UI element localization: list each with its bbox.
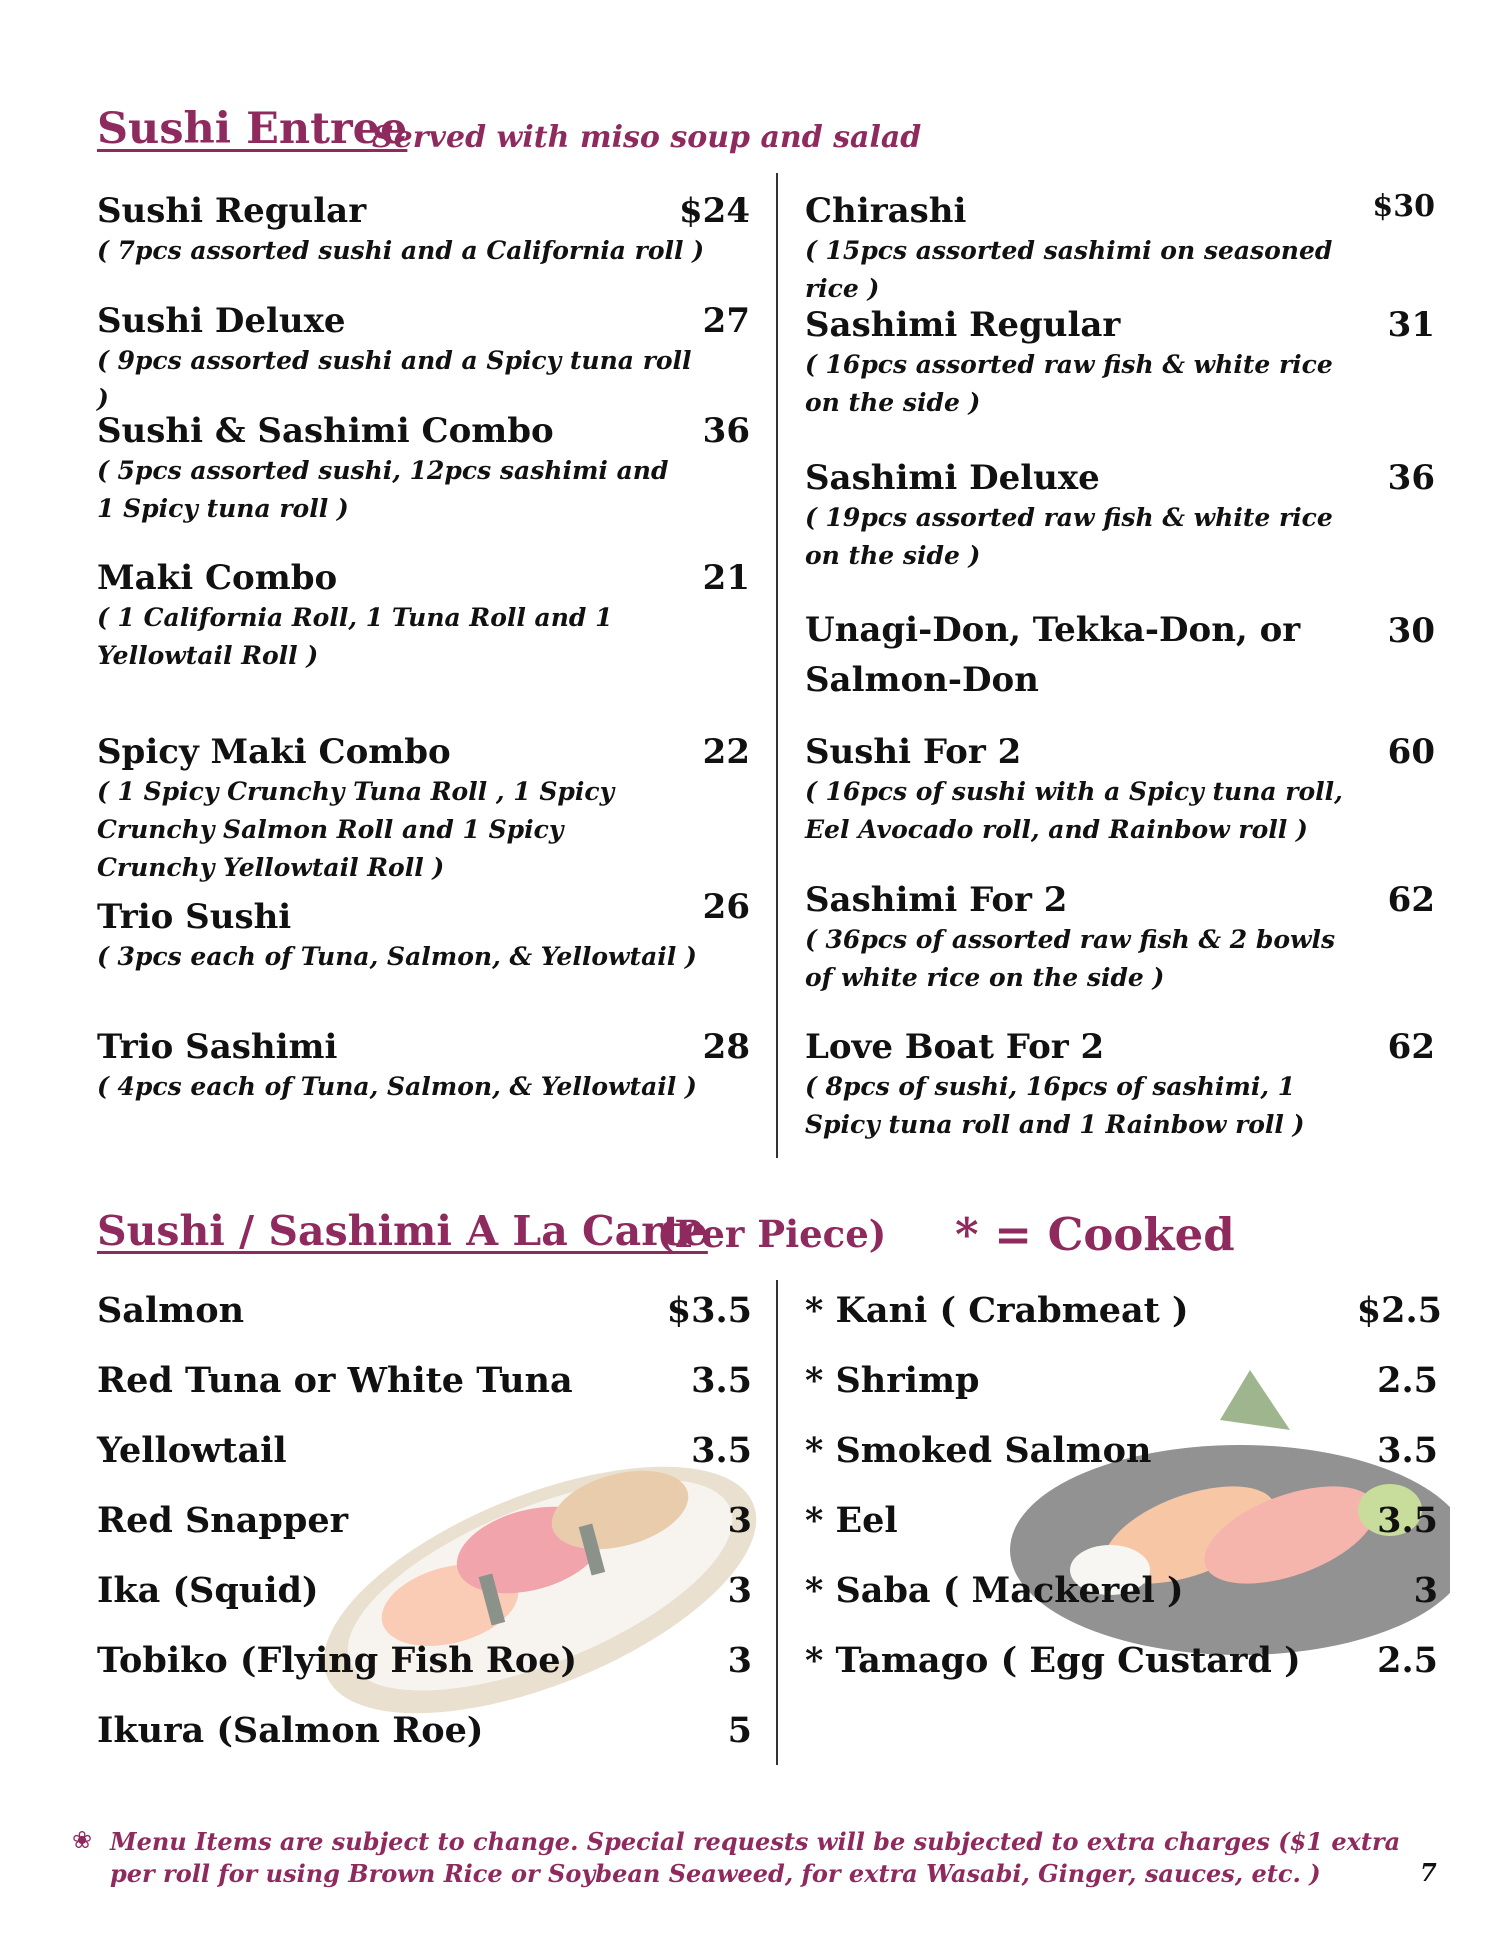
item-desc: ( 4pcs each of Tuna, Salmon, & Yellowtail ) [97,1072,697,1101]
alacarte-item-name: Red Snapper [97,1500,349,1541]
item-name: Sushi Regular [97,191,367,231]
alacarte-item-name: * Kani ( Crabmeat ) [805,1290,1189,1331]
sushi-entree-subtitle: Served with miso soup and salad [372,120,922,155]
alacarte-item-name: * Smoked Salmon [805,1430,1152,1471]
item-price: 22 [702,732,750,772]
item-desc: ( 7pcs assorted sushi and a California roll ) [97,236,705,265]
item-price: 60 [1387,732,1435,772]
item-price: 36 [1387,458,1435,498]
item-price: 26 [702,887,750,927]
alacarte-item-price: 3 [727,1640,752,1681]
item-desc: ( 8pcs of sushi, 16pcs of sashimi, 1 Spicy tuna roll and 1 Rainbow roll ) [805,1072,1305,1139]
alacarte-title: Sushi / Sashimi A La Carte [97,1207,708,1255]
alacarte-item-price: $3.5 [666,1290,752,1331]
entree-column-divider [776,173,778,1158]
item-desc: ( 1 Spicy Crunchy Tuna Roll , 1 Spicy Crunchy Salmon Roll and 1 Spicy Crunchy Yellowtail Roll ) [97,777,615,882]
item-price: 36 [702,411,750,451]
alacarte-item-price: $2.5 [1356,1290,1442,1331]
cooked-legend: * = Cooked [955,1208,1235,1261]
alacarte-column-divider [776,1280,778,1765]
alacarte-item-price: 3 [727,1500,752,1541]
item-name: Maki Combo [97,558,338,598]
item-desc: ( 16pcs of sushi with a Spicy tuna roll, Eel Avocado roll, and Rainbow roll ) [805,777,1343,844]
alacarte-item-name: * Tamago ( Egg Custard ) [805,1640,1301,1681]
alacarte-item-name: * Saba ( Mackerel ) [805,1570,1184,1611]
item-name: Sashimi Regular [805,305,1121,345]
item-name: Sashimi Deluxe [805,458,1100,498]
entree-item [805,186,1365,308]
item-price: 30 [1387,611,1435,651]
alacarte-item-name: Ika (Squid) [97,1570,319,1611]
entree-item [97,553,617,675]
alacarte-item-price: 3.5 [691,1360,752,1401]
item-desc: ( 36pcs of assorted raw fish & 2 bowls of white rice on the side ) [805,925,1336,992]
entree-item [805,1022,1365,1144]
item-desc: ( 9pcs assorted sushi and a Spicy tuna roll ) [97,346,692,413]
item-price: $24 [679,191,750,231]
alacarte-item-price: 3.5 [1377,1430,1438,1471]
per-piece-label: (Per Piece) [657,1212,887,1256]
item-price: 31 [1387,305,1435,345]
item-desc: ( 3pcs each of Tuna, Salmon, & Yellowtail ) [97,942,697,971]
item-price: 27 [702,301,750,341]
item-name: Chirashi [805,191,967,231]
entree-item [97,1022,717,1106]
entree-item [97,186,707,270]
alacarte-item-price: 2.5 [1377,1360,1438,1401]
item-price: 62 [1387,880,1435,920]
item-name: Sushi & Sashimi Combo [97,411,554,451]
item-price: $30 [1372,189,1435,224]
item-price: 62 [1387,1027,1435,1067]
sushi-entree-title: Sushi Entree [97,104,408,154]
alacarte-item-name: Yellowtail [97,1430,287,1471]
page-number: 7 [1420,1858,1437,1887]
item-desc: ( 15pcs assorted sashimi on seasoned rice ) [805,236,1333,303]
item-price: 21 [702,558,750,598]
alacarte-item-price: 3 [1413,1570,1438,1611]
alacarte-item-name: Salmon [97,1290,245,1331]
entree-item [97,892,717,976]
alacarte-item-name: * Shrimp [805,1360,980,1401]
item-name: Sushi Deluxe [97,301,346,341]
alacarte-item-price: 2.5 [1377,1640,1438,1681]
item-desc: ( 19pcs assorted raw fish & white rice on the side ) [805,503,1333,570]
item-price: 28 [702,1027,750,1067]
item-name: Trio Sushi [97,897,292,937]
flower-icon: ❀ [72,1826,93,1854]
item-desc: ( 16pcs assorted raw fish & white rice on the side ) [805,350,1333,417]
item-name: Unagi-Don, Tekka-Don, or Salmon-Don [805,610,1301,700]
entree-item [805,605,1305,705]
entree-item [805,300,1345,422]
item-desc: ( 5pcs assorted sushi, 12pcs sashimi and 1 Spicy tuna roll ) [97,456,669,523]
item-name: Trio Sashimi [97,1027,338,1067]
alacarte-item-price: 3.5 [691,1430,752,1471]
entree-item [97,406,687,528]
entree-item [805,875,1365,997]
entree-item [97,296,707,418]
item-name: Love Boat For 2 [805,1027,1105,1067]
entree-item [97,727,687,887]
alacarte-item-name: * Eel [805,1500,898,1541]
alacarte-item-price: 3 [727,1570,752,1611]
item-desc: ( 1 California Roll, 1 Tuna Roll and 1 Yellowtail Roll ) [97,603,613,670]
entree-item [805,727,1365,849]
alacarte-item-price: 5 [727,1710,752,1751]
item-name: Spicy Maki Combo [97,732,451,772]
alacarte-item-name: Tobiko (Flying Fish Roe) [97,1640,578,1681]
alacarte-item-name: Ikura (Salmon Roe) [97,1710,484,1751]
alacarte-item-price: 3.5 [1377,1500,1438,1541]
item-name: Sashimi For 2 [805,880,1068,920]
entree-item [805,453,1345,575]
alacarte-item-name: Red Tuna or White Tuna [97,1360,573,1401]
item-name: Sushi For 2 [805,732,1022,772]
footer-note: Menu Items are subject to change. Special requests will be subjected to extra charges ($1 extra per roll for using Brown Rice or Soybean Seaweed, for extra Wasabi, Ginger, sauces, etc. ) [110,1827,1401,1888]
